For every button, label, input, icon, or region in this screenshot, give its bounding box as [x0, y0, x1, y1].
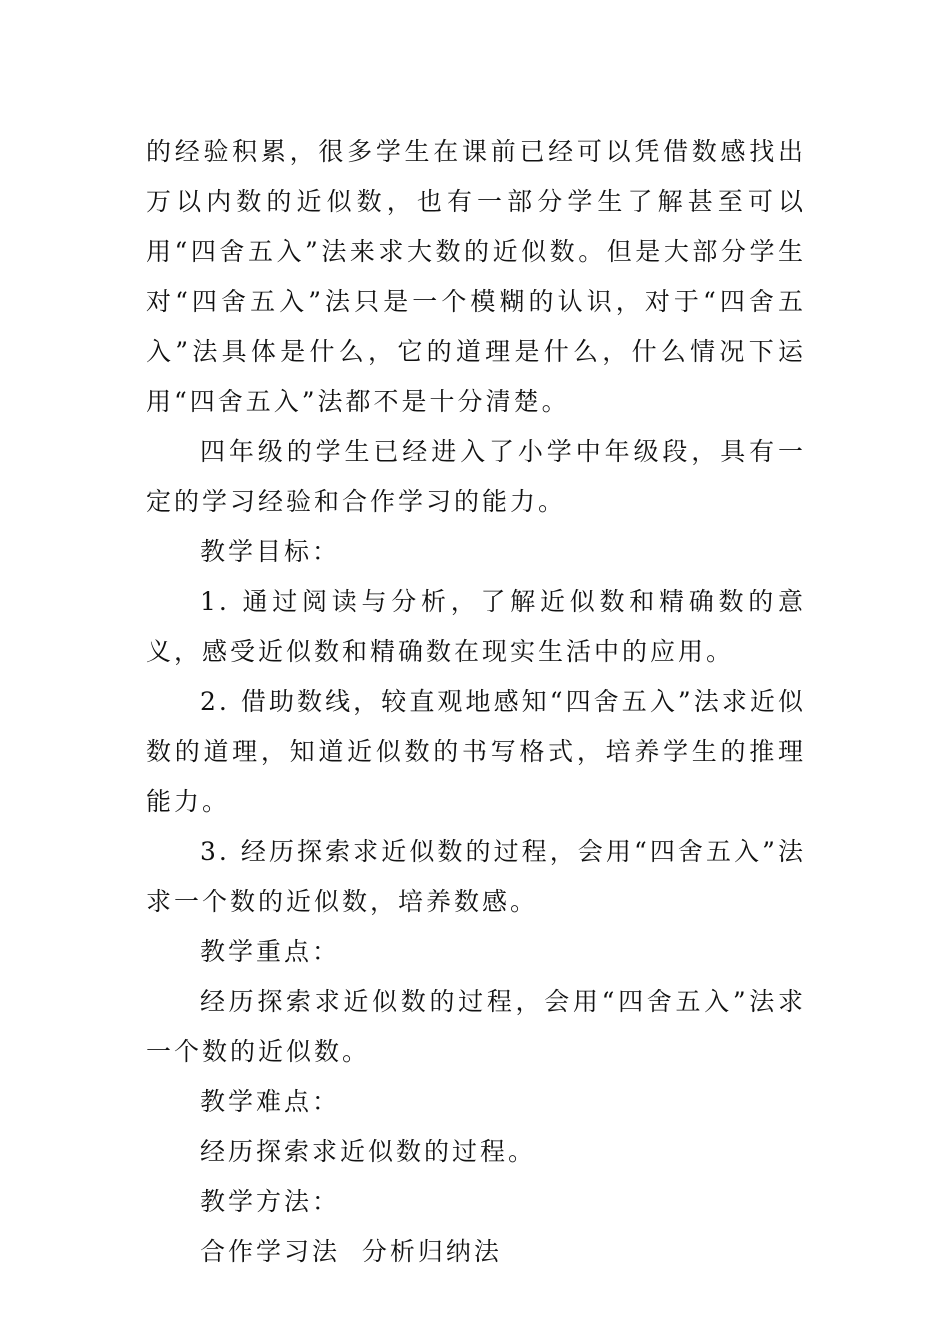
heading-teaching-key: 教学重点：: [200, 937, 341, 966]
goal-item-2: 2. 借助数线，较直观地感知“四舍五入”法求近似数的道理，知道近似数的书写格式，培养学生的推理能力。: [146, 687, 806, 816]
teaching-difficulty-text: 经历探索求近似数的过程。: [200, 1137, 537, 1166]
heading-teaching-difficulty: 教学难点：: [200, 1087, 341, 1116]
heading-teaching-method: 教学方法：: [200, 1187, 341, 1216]
teaching-key-text: 经历探索求近似数的过程，会用“四舍五入”法求一个数的近似数。: [146, 987, 806, 1066]
document-body: [146, 127, 806, 1277]
paragraph-grade-four: 四年级的学生已经进入了小学中年级段，具有一定的学习经验和合作学习的能力。: [146, 437, 806, 516]
goal-item-3: 3. 经历探索求近似数的过程，会用“四舍五入”法求一个数的近似数，培养数感。: [146, 837, 806, 916]
teaching-method-text: 合作学习法 分析归纳法: [200, 1237, 502, 1266]
heading-teaching-goals: 教学目标：: [200, 537, 341, 566]
goal-item-1: 1. 通过阅读与分析，了解近似数和精确数的意义，感受近似数和精确数在现实生活中的应用。: [146, 587, 806, 666]
paragraph-student-experience: 的经验积累，很多学生在课前已经可以凭借数感找出万以内数的近似数，也有一部分学生了解甚至可以用“四舍五入”法来求大数的近似数。但是大部分学生对“四舍五入”法只是一个模糊的认识，对于“四舍五入”法具体是什么，它的道理是什么，什么情况下运用“四舍五入”法都不是十分清楚。: [146, 137, 806, 416]
